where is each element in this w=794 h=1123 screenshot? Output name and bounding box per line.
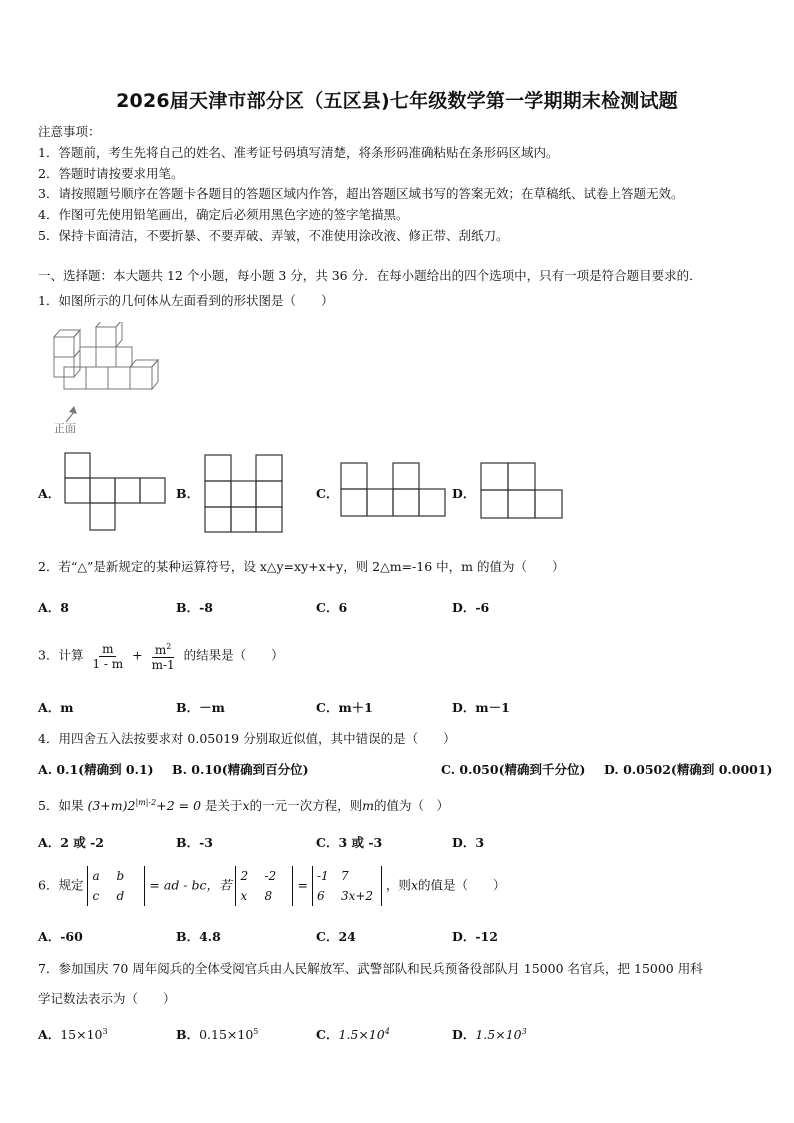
- question-3-stem: [38, 640, 284, 672]
- solid-figure: [44, 322, 164, 434]
- q2-option-b: B．-8: [176, 600, 213, 615]
- q5-option-b: B．-3: [176, 835, 213, 850]
- q4-option-b: B. 0.10(精确到百分位): [172, 762, 309, 777]
- note-item: 3．请按照题号顺序在答题卡各题目的答题区域内作答，超出答题区域书写的答案无效；在草稿纸、试卷上答题无效。: [38, 186, 684, 201]
- q1-option-a-figure: [64, 452, 168, 532]
- q6-option-c: C．24: [316, 929, 356, 944]
- q6-determinant-1: a b c d: [87, 866, 145, 906]
- q3-option-b: B．－m: [176, 700, 225, 715]
- q3-f2-numerator: $m^2$: [152, 640, 174, 658]
- question-2-stem: 2．若“△”是新规定的某种运算符号，设 x△y=xy+x+y，则 2△m=-16 中，m 的值为（ ）: [38, 559, 565, 574]
- q7-option-b: B．$0.15\times 10^5$: [176, 1026, 259, 1042]
- q4-option-a: A. 0.1(精确到 0.1): [38, 762, 154, 777]
- q6-determinant-3: -1 7 6 3x+2: [312, 866, 382, 906]
- q5-expression: $(3+m)2^{|m|-2}+2 = 0$: [87, 797, 202, 813]
- q7-option-a: A．$15\times 10^3$: [38, 1026, 108, 1042]
- question-1-stem: 1．如图所示的几何体从左面看到的形状图是（ ）: [38, 293, 334, 308]
- notes-heading: 注意事项：: [38, 124, 101, 139]
- q2-option-a: A．8: [38, 600, 69, 615]
- q3-fraction-2: [149, 640, 178, 672]
- note-item: 2．答题时请按要求用笔。: [38, 166, 184, 181]
- q6-determinant-2: 2 -2 x 8: [235, 866, 293, 906]
- question-4-stem: 4．用四舍五入法按要求对 0.05019 分别取近似值，其中错误的是（ ）: [38, 731, 456, 746]
- q1-option-d-figure: [480, 462, 564, 520]
- q3-option-a: A．m: [38, 700, 74, 715]
- question-6-stem: 6．规定 a b c d = ad - bc，若 2 -2 x 8 = -1 7 6 3x+2 ，则x的值是（ ）: [38, 866, 506, 906]
- q4-option-c: C. 0.050(精确到千分位): [441, 762, 586, 777]
- q1-option-c-figure: [340, 462, 448, 518]
- q1-option-d-label: D．: [452, 486, 476, 501]
- q1-option-a-label: A．: [38, 486, 61, 501]
- q6-option-b: B．4.8: [176, 929, 221, 944]
- note-item: 4．作图可先使用铅笔画出，确定后必须用黑色字迹的签字笔描黑。: [38, 207, 409, 222]
- q5-prefix: 5．如果: [38, 798, 84, 813]
- q3-prefix: 3．计算: [38, 647, 84, 663]
- q3-f1-numerator: m: [99, 642, 116, 657]
- q1-option-b-label: B．: [176, 486, 200, 501]
- q6-option-d: D．-12: [452, 929, 498, 944]
- q2-option-c: C．6: [316, 600, 348, 615]
- q6-option-a: A．-60: [38, 929, 83, 944]
- q1-option-b-figure: [204, 454, 284, 534]
- q5-option-d: D．3: [452, 835, 485, 850]
- q5-option-a: A．2 或 -2: [38, 835, 104, 850]
- q2-option-d: D．-6: [452, 600, 490, 615]
- question-7-line1: 7．参加国庆 70 周年阅兵的全体受阅官兵由人民解放军、武警部队和民兵预备役部队月 15000 名官兵，把 15000 用科: [38, 961, 703, 976]
- q3-f1-denominator: 1 - m: [92, 656, 124, 671]
- q3-option-c: C．m＋1: [316, 700, 373, 715]
- note-item: 1．答题前，考生先将自己的姓名、准考证号码填写清楚，将条形码准确粘贴在条形码区域内。: [38, 145, 559, 160]
- q7-option-d: D．$1.5\times 10^3$: [452, 1026, 527, 1042]
- q3-fraction-1: [89, 642, 126, 671]
- q1-option-c-label: C．: [316, 486, 339, 501]
- q7-option-c: C．$1.5\times 10^4$: [316, 1026, 390, 1042]
- q3-option-d: D．m－1: [452, 700, 510, 715]
- q4-option-d: D. 0.0502(精确到 0.0001): [604, 762, 773, 777]
- q3-f2-denominator: m-1: [151, 658, 175, 672]
- q5-option-c: C．3 或 -3: [316, 835, 383, 850]
- page-title: 2026届天津市部分区（五区县)七年级数学第一学期期末检测试题: [116, 90, 678, 112]
- front-label: 正面: [54, 422, 76, 434]
- question-5-stem: 5．如果 $(3+m)2^{|m|-2}+2 = 0$ 是关于x的一元一次方程，则m的值为（ ）: [38, 797, 449, 813]
- question-7-line2: 学记数法表示为（ ）: [38, 991, 176, 1006]
- section-heading: 一、选择题：本大题共 12 个小题，每小题 3 分，共 36 分．在每小题给出的四个选项中，只有一项是符合题目要求的．: [38, 268, 702, 283]
- q3-plus: +: [132, 647, 143, 663]
- note-item: 5．保持卡面清洁，不要折暴、不要弄破、弄皱，不准使用涂改液、修正带、刮纸刀。: [38, 228, 509, 243]
- q3-suffix: 的结果是（ ）: [183, 647, 284, 663]
